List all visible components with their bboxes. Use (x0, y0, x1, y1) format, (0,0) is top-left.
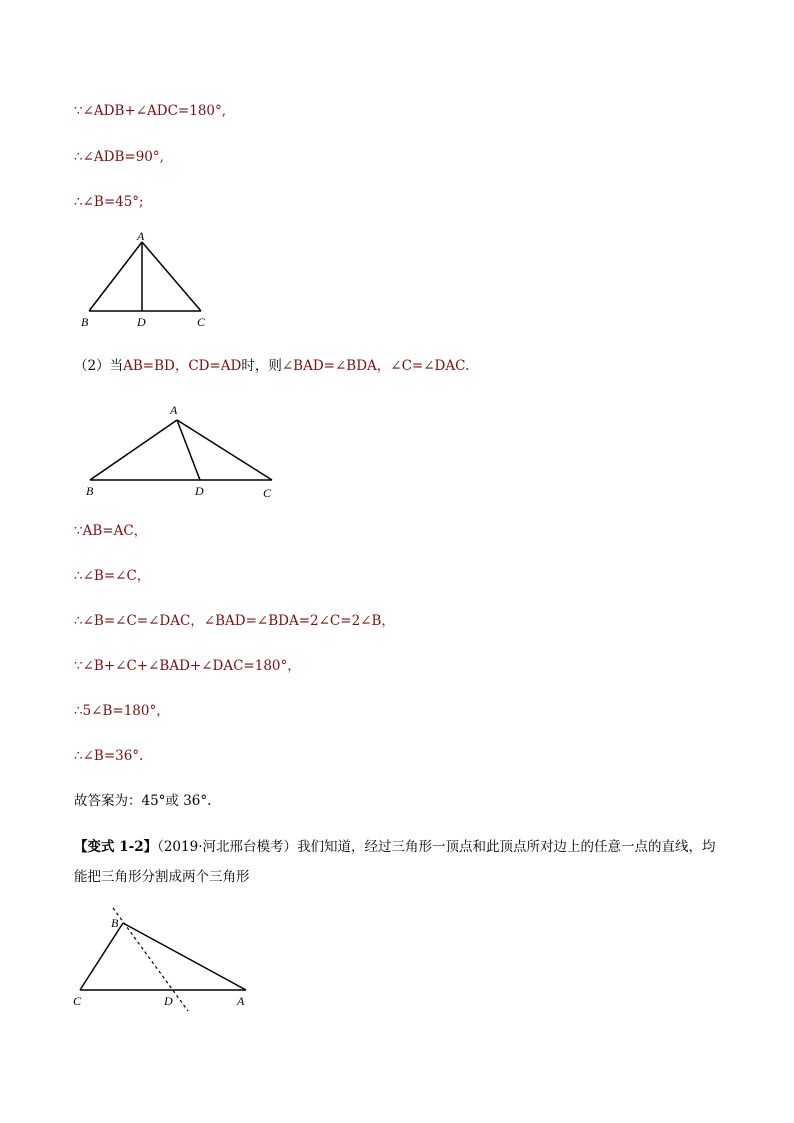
fig2-label-B: B (86, 484, 94, 498)
solution-line-8: ∵∠B+∠C+∠BAD+∠DAC=180°， (74, 658, 301, 674)
solution-line-7: ∴∠B=∠C=∠DAC，∠BAD=∠BDA=2∠C=2∠B， (74, 613, 395, 629)
fig2-label-C: C (263, 486, 272, 500)
fig3-label-C: C (73, 994, 82, 1008)
figure-3-triangle (68, 905, 268, 1020)
part-2-condition: AB=BD，CD=AD (123, 358, 242, 374)
part-2-statement (74, 357, 469, 375)
solution-line-1: ∵∠ADB+∠ADC=180°, (74, 103, 227, 119)
fig1-label-A: A (137, 229, 145, 243)
fig3-label-D: D (164, 994, 173, 1008)
variant-text-1: （2019·河北邢台模考）我们知道，经过三角形一顶点和此顶点所对边上的任意一点的直线，均 (157, 839, 716, 855)
solution-line-3: ∴∠B=45°; (74, 194, 144, 210)
fig1-label-D: D (137, 315, 146, 329)
answer-line: 故答案为：45°或 36°. (74, 793, 212, 809)
part-2-prefix: （2）当 (74, 358, 124, 374)
variant-line-2: 能把三角形分割成两个三角形 (74, 869, 250, 885)
solution-line-6: ∴∠B=∠C， (74, 568, 151, 584)
solution-line-9: ∴5∠B=180°， (74, 703, 170, 719)
fig2-label-A: A (170, 403, 178, 417)
fig3-label-B: B (111, 916, 119, 930)
fig2-label-D: D (195, 484, 204, 498)
part-2-mid: 时，则 (241, 358, 282, 374)
solution-line-10: ∴∠B=36°. (74, 748, 144, 764)
fig3-label-A: A (237, 994, 245, 1008)
fig1-label-B: B (81, 315, 89, 329)
part-2-conclusion: ∠BAD=∠BDA，∠C=∠DAC. (281, 358, 470, 374)
variant-tag: 【变式 1-2】 (74, 839, 158, 855)
figure-2-triangle (80, 400, 295, 505)
solution-line-5: ∵AB=AC， (74, 523, 148, 539)
variant-line-1 (74, 838, 716, 856)
fig1-label-C: C (197, 315, 206, 329)
solution-line-2: ∴∠ADB=90°, (74, 149, 164, 165)
figure-1-triangle (70, 230, 230, 335)
